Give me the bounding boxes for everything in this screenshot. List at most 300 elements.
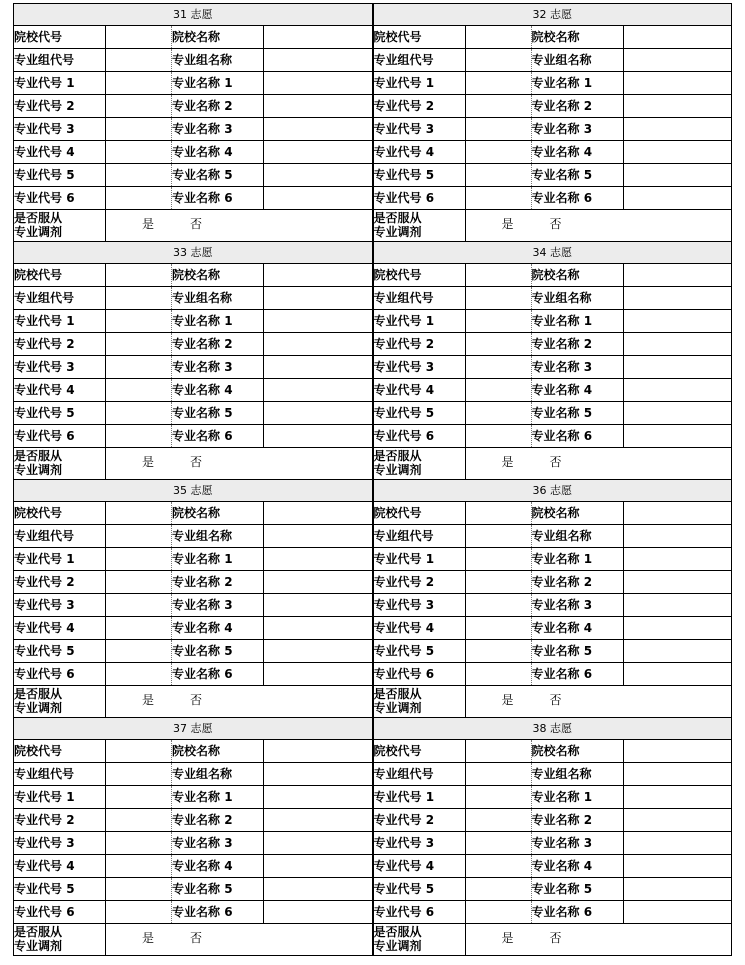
major-code-input[interactable]	[466, 72, 532, 94]
choice-pair	[13, 479, 732, 717]
form-row	[374, 525, 732, 548]
group-name-label: 专业组名称	[172, 763, 264, 785]
group-name-input[interactable]	[624, 49, 732, 71]
major-name-label	[172, 356, 264, 378]
major-name-label: 专业名称	[531, 575, 580, 589]
major-number: 1	[224, 76, 233, 90]
major-name-input[interactable]	[264, 356, 372, 378]
major-name-input[interactable]	[624, 95, 732, 117]
school-name-input[interactable]	[624, 264, 732, 286]
school-code-input[interactable]	[106, 740, 172, 762]
school-code-input[interactable]	[106, 264, 172, 286]
major-name-input[interactable]	[624, 402, 732, 424]
major-code-input[interactable]	[106, 356, 172, 378]
adjust-no-option[interactable]: 否	[549, 693, 562, 707]
school-code-label: 院校代号	[374, 264, 466, 286]
school-code-input[interactable]	[466, 502, 532, 524]
major-number: 6	[583, 191, 593, 205]
group-name-label: 专业组名称	[172, 287, 264, 309]
major-name-label	[172, 187, 264, 209]
adjust-no-option[interactable]: 否	[190, 693, 203, 707]
adjust-label	[374, 686, 466, 717]
major-code-input[interactable]	[106, 95, 172, 117]
form-row	[374, 141, 732, 164]
major-code-input[interactable]	[466, 187, 532, 209]
major-number: 6	[425, 667, 435, 681]
major-code-input[interactable]	[466, 594, 532, 616]
adjust-yes-option[interactable]: 是	[142, 693, 155, 707]
major-number: 5	[583, 644, 593, 658]
major-code-label	[14, 95, 106, 117]
major-number: 2	[66, 575, 75, 589]
school-name-input[interactable]	[264, 264, 372, 286]
major-name-label: 专业名称	[172, 360, 221, 374]
group-name-input[interactable]	[624, 525, 732, 547]
form-row	[374, 72, 732, 95]
major-name-input[interactable]	[264, 571, 372, 593]
major-code-input[interactable]	[466, 663, 532, 685]
school-name-label: 院校名称	[532, 740, 624, 762]
major-code-input[interactable]	[106, 878, 172, 900]
major-name-input[interactable]	[624, 617, 732, 639]
major-name-input[interactable]	[624, 901, 732, 923]
major-code-input[interactable]	[106, 118, 172, 140]
adjust-label-line1: 是否服从	[14, 211, 63, 225]
group-code-input[interactable]	[106, 763, 172, 785]
major-number: 1	[425, 314, 435, 328]
major-code-label	[14, 310, 106, 332]
major-code-label	[374, 663, 466, 685]
major-code-input[interactable]	[106, 164, 172, 186]
form-row	[14, 571, 372, 594]
major-code-label: 专业代号	[373, 429, 422, 443]
adjust-no-option[interactable]: 否	[549, 455, 562, 469]
major-code-label: 专业代号	[373, 644, 422, 658]
major-name-input[interactable]	[264, 878, 372, 900]
major-name-input[interactable]	[264, 663, 372, 685]
school-code-input[interactable]	[106, 26, 172, 48]
major-name-input[interactable]	[264, 548, 372, 570]
adjust-yes-option[interactable]: 是	[501, 217, 514, 231]
major-code-input[interactable]	[106, 809, 172, 831]
major-number: 2	[583, 99, 593, 113]
school-code-input[interactable]	[466, 264, 532, 286]
adjust-options	[466, 210, 732, 241]
major-name-label: 专业名称	[172, 552, 221, 566]
adjust-yes-option[interactable]: 是	[142, 455, 155, 469]
major-code-label: 专业代号	[373, 621, 422, 635]
major-name-label	[532, 356, 624, 378]
group-code-input[interactable]	[466, 49, 532, 71]
adjust-no-option[interactable]: 否	[190, 931, 203, 945]
adjust-yes-option[interactable]: 是	[501, 931, 514, 945]
major-name-label	[532, 832, 624, 854]
major-number: 5	[224, 406, 233, 420]
major-name-input[interactable]	[264, 118, 372, 140]
major-number: 3	[224, 598, 233, 612]
major-code-input[interactable]	[466, 118, 532, 140]
major-name-label	[532, 901, 624, 923]
major-name-label: 专业名称	[531, 76, 580, 90]
major-code-input[interactable]	[466, 379, 532, 401]
adjust-label-line1: 是否服从	[373, 449, 422, 463]
major-name-input[interactable]	[624, 832, 732, 854]
school-name-input[interactable]	[624, 502, 732, 524]
form-row	[374, 264, 732, 287]
choice-block	[13, 4, 372, 241]
major-code-label: 专业代号	[373, 836, 422, 850]
form-row	[374, 878, 732, 901]
major-code-input[interactable]	[106, 901, 172, 923]
major-code-label	[14, 878, 106, 900]
major-code-input[interactable]	[466, 571, 532, 593]
major-name-input[interactable]	[264, 901, 372, 923]
adjust-row	[14, 448, 372, 479]
major-code-input[interactable]	[106, 425, 172, 447]
major-code-input[interactable]	[466, 95, 532, 117]
major-number: 2	[425, 337, 435, 351]
major-number: 5	[224, 168, 233, 182]
form-row	[374, 402, 732, 425]
major-name-input[interactable]	[624, 640, 732, 662]
adjust-label-line2: 专业调剂	[373, 225, 422, 239]
choice-block	[13, 242, 372, 479]
major-name-input[interactable]	[624, 548, 732, 570]
major-name-label	[532, 333, 624, 355]
major-name-label: 专业名称	[172, 122, 221, 136]
adjust-label	[374, 210, 466, 241]
major-number: 4	[224, 621, 233, 635]
major-code-label: 专业代号	[373, 575, 422, 589]
form-row	[14, 379, 372, 402]
adjust-yes-option[interactable]: 是	[501, 693, 514, 707]
major-name-label: 专业名称	[531, 122, 580, 136]
choice-form-sheet	[13, 3, 732, 956]
major-code-label: 专业代号	[373, 406, 422, 420]
school-code-label: 院校代号	[14, 740, 106, 762]
school-code-input[interactable]	[466, 740, 532, 762]
school-name-input[interactable]	[624, 26, 732, 48]
major-name-input[interactable]	[264, 617, 372, 639]
major-code-input[interactable]	[106, 333, 172, 355]
major-code-label	[374, 640, 466, 662]
major-code-input[interactable]	[466, 617, 532, 639]
major-code-label	[374, 571, 466, 593]
major-code-label	[374, 832, 466, 854]
group-name-label: 专业组名称	[532, 525, 624, 547]
major-code-input[interactable]	[106, 786, 172, 808]
form-row	[374, 26, 732, 49]
major-name-input[interactable]	[264, 594, 372, 616]
major-code-input[interactable]	[466, 832, 532, 854]
major-name-label	[172, 594, 264, 616]
group-code-label: 专业组代号	[14, 49, 106, 71]
form-row	[374, 548, 732, 571]
major-name-label: 专业名称	[531, 360, 580, 374]
form-row	[14, 901, 372, 924]
major-code-input[interactable]	[466, 878, 532, 900]
major-name-input[interactable]	[624, 878, 732, 900]
major-number: 6	[66, 905, 75, 919]
major-name-input[interactable]	[624, 187, 732, 209]
major-code-input[interactable]	[466, 809, 532, 831]
major-number: 5	[583, 168, 593, 182]
major-number: 4	[583, 145, 593, 159]
major-name-input[interactable]	[624, 310, 732, 332]
school-name-input[interactable]	[264, 740, 372, 762]
school-name-label: 院校名称	[172, 740, 264, 762]
group-code-input[interactable]	[106, 525, 172, 547]
major-name-label	[532, 425, 624, 447]
adjust-no-option[interactable]: 否	[190, 217, 203, 231]
major-name-label	[532, 809, 624, 831]
form-row	[14, 264, 372, 287]
major-code-input[interactable]	[106, 640, 172, 662]
major-name-input[interactable]	[264, 187, 372, 209]
major-name-input[interactable]	[264, 333, 372, 355]
major-name-label: 专业名称	[172, 99, 221, 113]
major-code-label: 专业代号	[373, 552, 422, 566]
major-name-input[interactable]	[624, 379, 732, 401]
major-code-label: 专业代号	[373, 360, 422, 374]
major-name-input[interactable]	[624, 786, 732, 808]
major-name-input[interactable]	[624, 118, 732, 140]
major-name-label: 专业名称	[172, 191, 221, 205]
major-name-input[interactable]	[264, 95, 372, 117]
major-name-label	[532, 187, 624, 209]
major-number: 4	[583, 859, 593, 873]
group-name-input[interactable]	[264, 763, 372, 785]
adjust-row	[374, 448, 732, 479]
major-name-input[interactable]	[624, 855, 732, 877]
school-name-input[interactable]	[624, 740, 732, 762]
school-name-label: 院校名称	[532, 264, 624, 286]
major-code-input[interactable]	[466, 548, 532, 570]
major-name-label	[172, 72, 264, 94]
major-code-input[interactable]	[106, 855, 172, 877]
major-code-input[interactable]	[466, 356, 532, 378]
major-code-input[interactable]	[466, 402, 532, 424]
major-name-label: 专业名称	[531, 644, 580, 658]
major-number: 3	[425, 122, 435, 136]
major-name-input[interactable]	[624, 594, 732, 616]
major-code-input[interactable]	[466, 141, 532, 163]
major-name-input[interactable]	[624, 425, 732, 447]
school-code-input[interactable]	[466, 26, 532, 48]
major-name-label: 专业名称	[172, 598, 221, 612]
major-code-label: 专业代号	[14, 905, 63, 919]
major-number: 5	[425, 406, 435, 420]
major-number: 4	[224, 859, 233, 873]
major-name-input[interactable]	[264, 72, 372, 94]
major-code-label	[14, 663, 106, 685]
form-row	[14, 72, 372, 95]
major-code-label	[374, 72, 466, 94]
group-code-label: 专业组代号	[14, 287, 106, 309]
adjust-label-line2: 专业调剂	[14, 701, 63, 715]
major-name-label: 专业名称	[531, 882, 580, 896]
major-name-input[interactable]	[264, 141, 372, 163]
major-name-input[interactable]	[624, 571, 732, 593]
major-name-input[interactable]	[264, 425, 372, 447]
major-number: 6	[583, 667, 593, 681]
major-name-label: 专业名称	[172, 882, 221, 896]
adjust-row	[374, 924, 732, 955]
adjust-row	[14, 924, 372, 955]
major-code-label: 专业代号	[14, 429, 63, 443]
major-code-label	[14, 72, 106, 94]
major-code-input[interactable]	[106, 72, 172, 94]
major-name-label	[172, 901, 264, 923]
form-row	[14, 118, 372, 141]
major-code-label	[14, 187, 106, 209]
major-name-label: 专业名称	[172, 337, 221, 351]
major-name-input[interactable]	[624, 333, 732, 355]
major-code-label	[14, 901, 106, 923]
major-name-label	[532, 594, 624, 616]
major-code-label: 专业代号	[373, 598, 422, 612]
major-number: 1	[583, 314, 593, 328]
major-code-label: 专业代号	[14, 575, 63, 589]
adjust-options	[106, 210, 372, 241]
group-code-input[interactable]	[106, 49, 172, 71]
major-name-label: 专业名称	[531, 859, 580, 873]
adjust-label	[374, 924, 466, 955]
school-name-input[interactable]	[264, 26, 372, 48]
major-name-input[interactable]	[624, 141, 732, 163]
major-code-input[interactable]	[466, 310, 532, 332]
group-name-input[interactable]	[624, 287, 732, 309]
major-code-input[interactable]	[106, 141, 172, 163]
group-name-input[interactable]	[264, 525, 372, 547]
major-code-input[interactable]	[106, 832, 172, 854]
major-code-input[interactable]	[106, 548, 172, 570]
form-row	[374, 763, 732, 786]
major-code-label: 专业代号	[14, 598, 63, 612]
adjust-yes-option[interactable]: 是	[501, 455, 514, 469]
major-number: 1	[583, 790, 593, 804]
major-code-label	[14, 333, 106, 355]
group-name-input[interactable]	[624, 763, 732, 785]
major-code-input[interactable]	[106, 663, 172, 685]
group-name-input[interactable]	[264, 287, 372, 309]
major-code-input[interactable]	[106, 402, 172, 424]
major-code-input[interactable]	[106, 379, 172, 401]
major-code-input[interactable]	[466, 786, 532, 808]
major-name-input[interactable]	[624, 164, 732, 186]
adjust-yes-option[interactable]: 是	[142, 931, 155, 945]
adjust-no-option[interactable]: 否	[549, 217, 562, 231]
adjust-options	[106, 924, 372, 955]
major-name-input[interactable]	[264, 786, 372, 808]
major-code-input[interactable]	[106, 187, 172, 209]
major-code-label	[374, 164, 466, 186]
major-code-label	[374, 379, 466, 401]
major-number: 2	[583, 575, 593, 589]
major-code-input[interactable]	[466, 640, 532, 662]
major-code-input[interactable]	[466, 855, 532, 877]
major-name-input[interactable]	[624, 809, 732, 831]
group-code-input[interactable]	[466, 287, 532, 309]
major-number: 1	[425, 552, 435, 566]
major-number: 3	[224, 836, 233, 850]
choice-pair	[13, 717, 732, 956]
major-code-input[interactable]	[466, 164, 532, 186]
school-name-input[interactable]	[264, 502, 372, 524]
form-row	[374, 663, 732, 686]
major-name-input[interactable]	[624, 356, 732, 378]
major-code-input[interactable]	[106, 310, 172, 332]
major-name-input[interactable]	[624, 663, 732, 685]
major-name-label	[172, 379, 264, 401]
group-code-input[interactable]	[106, 287, 172, 309]
group-name-input[interactable]	[264, 49, 372, 71]
major-code-label: 专业代号	[14, 552, 63, 566]
form-row	[14, 786, 372, 809]
major-name-label: 专业名称	[531, 813, 580, 827]
major-code-input[interactable]	[466, 901, 532, 923]
adjust-label	[14, 448, 106, 479]
major-name-label	[172, 832, 264, 854]
major-name-input[interactable]	[264, 640, 372, 662]
group-code-input[interactable]	[466, 525, 532, 547]
choice-block	[372, 242, 733, 479]
major-name-label	[172, 333, 264, 355]
adjust-label-line2: 专业调剂	[14, 463, 63, 477]
form-row	[14, 26, 372, 49]
major-code-input[interactable]	[466, 333, 532, 355]
form-row	[14, 49, 372, 72]
school-code-label: 院校代号	[14, 502, 106, 524]
group-code-label: 专业组代号	[14, 763, 106, 785]
major-name-input[interactable]	[624, 72, 732, 94]
major-name-input[interactable]	[264, 379, 372, 401]
adjust-label	[14, 686, 106, 717]
form-row	[14, 763, 372, 786]
major-name-input[interactable]	[264, 310, 372, 332]
major-name-label	[172, 118, 264, 140]
adjust-label-line1: 是否服从	[373, 211, 422, 225]
major-code-input[interactable]	[106, 594, 172, 616]
group-name-label: 专业组名称	[172, 49, 264, 71]
major-name-input[interactable]	[264, 402, 372, 424]
form-row	[374, 594, 732, 617]
major-name-input[interactable]	[264, 164, 372, 186]
major-code-label: 专业代号	[373, 813, 422, 827]
form-row	[14, 740, 372, 763]
group-code-input[interactable]	[466, 763, 532, 785]
adjust-no-option[interactable]: 否	[190, 455, 203, 469]
major-code-label	[374, 95, 466, 117]
major-number: 3	[224, 360, 233, 374]
adjust-no-option[interactable]: 否	[549, 931, 562, 945]
major-code-input[interactable]	[106, 617, 172, 639]
major-number: 3	[425, 598, 435, 612]
major-code-label	[374, 786, 466, 808]
major-name-input[interactable]	[264, 855, 372, 877]
major-code-label: 专业代号	[14, 99, 63, 113]
major-name-input[interactable]	[264, 832, 372, 854]
form-row	[14, 287, 372, 310]
adjust-yes-option[interactable]: 是	[142, 217, 155, 231]
major-code-input[interactable]	[106, 571, 172, 593]
major-code-input[interactable]	[466, 425, 532, 447]
major-code-label: 专业代号	[14, 314, 63, 328]
school-code-input[interactable]	[106, 502, 172, 524]
major-name-label	[172, 855, 264, 877]
major-name-label: 专业名称	[172, 644, 221, 658]
major-name-input[interactable]	[264, 809, 372, 831]
